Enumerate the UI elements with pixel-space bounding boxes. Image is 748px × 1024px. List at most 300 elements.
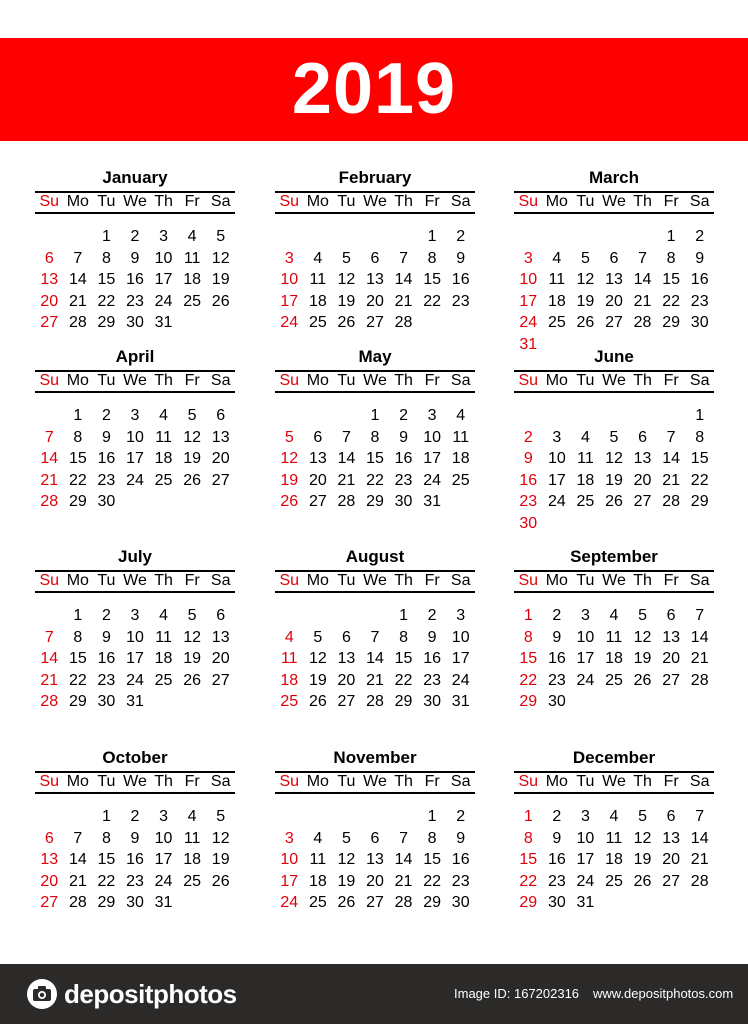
day-cell: 18: [605, 650, 623, 667]
day-cell: 7: [695, 607, 705, 624]
month-title: June: [594, 347, 634, 366]
day-cell: 7: [44, 628, 54, 646]
header-rule-bottom: [514, 591, 714, 593]
day-cell: 27: [366, 314, 384, 331]
day-cell: 16: [97, 650, 116, 667]
day-cell: 19: [183, 650, 202, 667]
day-cell: 23: [690, 292, 709, 310]
weekday-header: Sa: [210, 193, 231, 210]
weekday-header: Tu: [576, 773, 595, 790]
day-cell: 15: [394, 650, 413, 667]
day-cell: 24: [451, 671, 470, 689]
header-rule-bottom: [275, 591, 475, 593]
weekday-header: Mo: [545, 372, 568, 389]
day-cell: 17: [576, 851, 595, 868]
day-cell: 3: [284, 829, 294, 847]
day-cell: 4: [609, 808, 619, 825]
day-cell: 25: [154, 671, 173, 689]
day-cell: 12: [280, 450, 299, 467]
day-cell: 26: [211, 292, 230, 310]
day-cell: 22: [519, 872, 538, 890]
day-cell: 23: [451, 872, 470, 890]
day-cell: 30: [519, 514, 538, 532]
day-cell: 18: [451, 450, 470, 467]
day-cell: 1: [73, 407, 83, 424]
day-cell: 25: [308, 314, 327, 331]
day-cell: 10: [519, 271, 538, 288]
weekday-header: Su: [39, 372, 60, 389]
day-cell: 27: [211, 671, 230, 689]
day-cell: 21: [394, 292, 413, 310]
day-cell: 28: [690, 872, 709, 890]
day-cell: 31: [519, 335, 538, 353]
day-cell: 14: [394, 851, 413, 868]
weekday-header: Th: [633, 193, 652, 210]
weekday-header: Fr: [424, 572, 440, 589]
day-cell: 25: [280, 693, 299, 710]
day-cell: 19: [308, 671, 327, 689]
day-cell: 24: [576, 872, 595, 890]
day-cell: 30: [126, 314, 144, 331]
day-cell: 10: [280, 271, 299, 288]
day-cell: 8: [695, 428, 705, 446]
weekday-header: We: [123, 572, 147, 589]
weekday-header: Mo: [66, 372, 89, 389]
day-cell: 28: [394, 314, 413, 331]
day-cell: 11: [280, 650, 298, 667]
weekday-header: Tu: [337, 193, 356, 210]
header-rule-bottom: [275, 391, 475, 393]
day-cell: 8: [399, 628, 409, 646]
day-cell: 26: [633, 872, 652, 890]
day-cell: 30: [394, 493, 413, 510]
day-cell: 18: [576, 471, 595, 489]
day-cell: 21: [40, 471, 59, 489]
day-cell: 1: [399, 607, 409, 624]
day-cell: 15: [366, 450, 384, 467]
day-cell: 19: [605, 471, 623, 489]
day-cell: 28: [633, 314, 652, 331]
day-cell: 20: [366, 292, 384, 310]
day-cell: 5: [609, 428, 619, 446]
weekday-header: Th: [154, 572, 173, 589]
day-cell: 21: [633, 292, 652, 310]
weekday-header: Th: [394, 572, 413, 589]
logo-text: depositphotos: [64, 978, 237, 1009]
day-cell: 15: [519, 851, 538, 868]
day-cell: 16: [451, 851, 470, 868]
day-cell: 15: [423, 851, 442, 868]
day-cell: 7: [370, 628, 380, 646]
day-cell: 17: [519, 292, 538, 310]
day-cell: 2: [101, 407, 111, 424]
day-cell: 12: [576, 271, 595, 288]
day-cell: 9: [101, 428, 111, 446]
weekday-header: We: [123, 193, 147, 210]
day-cell: 7: [73, 829, 83, 847]
day-cell: 11: [155, 628, 172, 646]
weekday-header: Fr: [663, 193, 679, 210]
day-cell: 9: [695, 249, 705, 267]
day-cell: 26: [605, 493, 623, 510]
day-cell: 31: [423, 493, 442, 510]
weekday-header: Su: [39, 773, 60, 790]
day-cell: 20: [662, 650, 681, 667]
day-cell: 31: [576, 894, 595, 911]
day-cell: 11: [605, 829, 623, 847]
day-cell: 9: [552, 628, 562, 646]
day-cell: 23: [394, 471, 413, 489]
weekday-header: Tu: [97, 193, 116, 210]
weekday-header: Mo: [66, 773, 89, 790]
day-cell: 28: [40, 693, 59, 710]
weekday-header: Sa: [689, 372, 710, 389]
day-cell: 21: [68, 292, 87, 310]
day-cell: 29: [68, 493, 87, 510]
day-cell: 13: [337, 650, 356, 667]
day-cell: 11: [309, 271, 327, 288]
day-cell: 26: [183, 671, 202, 689]
day-cell: 22: [366, 471, 384, 489]
weekday-header: We: [363, 572, 387, 589]
day-cell: 6: [666, 607, 676, 624]
weekday-header: Tu: [576, 193, 595, 210]
day-cell: 20: [662, 851, 681, 868]
day-cell: 27: [633, 493, 652, 510]
day-cell: 10: [576, 628, 595, 646]
day-cell: 8: [666, 249, 676, 267]
day-cell: 7: [666, 428, 676, 446]
day-cell: 28: [40, 493, 59, 510]
day-cell: 5: [341, 249, 351, 267]
day-cell: 14: [68, 851, 87, 868]
day-cell: 27: [662, 671, 681, 689]
day-cell: 26: [308, 693, 327, 710]
day-cell: 31: [154, 314, 173, 331]
weekday-header: We: [602, 193, 626, 210]
day-cell: 29: [68, 693, 87, 710]
day-cell: 22: [97, 872, 116, 890]
weekday-header: Sa: [450, 372, 471, 389]
day-cell: 12: [605, 450, 623, 467]
day-cell: 13: [633, 450, 652, 467]
day-cell: 1: [73, 607, 83, 624]
day-cell: 2: [101, 607, 111, 624]
day-cell: 20: [308, 471, 327, 489]
day-cell: 15: [519, 650, 538, 667]
day-cell: 12: [211, 249, 230, 267]
weekday-header: Sa: [450, 572, 471, 589]
day-cell: 20: [40, 872, 59, 890]
day-cell: 13: [366, 271, 384, 288]
day-cell: 10: [126, 428, 144, 446]
day-cell: 25: [451, 471, 470, 489]
day-cell: 12: [633, 628, 652, 646]
day-cell: 4: [313, 249, 323, 267]
weekday-header: Su: [279, 372, 300, 389]
weekday-header: Fr: [663, 773, 679, 790]
day-cell: 21: [68, 872, 87, 890]
day-cell: 28: [690, 671, 709, 689]
day-cell: 28: [394, 894, 413, 911]
day-cell: 11: [183, 249, 201, 267]
day-cell: 31: [451, 693, 470, 710]
day-cell: 8: [523, 829, 533, 847]
day-cell: 1: [370, 407, 380, 424]
day-cell: 7: [638, 249, 648, 267]
weekday-header: Th: [633, 773, 652, 790]
day-cell: 18: [280, 671, 299, 689]
day-cell: 24: [126, 471, 144, 489]
weekday-header: We: [602, 572, 626, 589]
day-cell: 22: [519, 671, 538, 689]
month-title: September: [570, 547, 658, 566]
day-cell: 7: [695, 808, 705, 825]
day-cell: 12: [633, 829, 652, 847]
day-cell: 29: [519, 894, 538, 911]
day-cell: 5: [216, 228, 226, 245]
day-cell: 17: [154, 271, 173, 288]
day-cell: 2: [552, 808, 562, 825]
day-cell: 4: [456, 407, 466, 424]
day-cell: 27: [366, 894, 384, 911]
day-cell: 23: [97, 671, 116, 689]
weekday-header: Mo: [66, 572, 89, 589]
day-cell: 23: [126, 292, 144, 310]
day-cell: 29: [519, 693, 538, 710]
day-cell: 8: [73, 428, 83, 446]
day-cell: 18: [154, 650, 173, 667]
day-cell: 13: [40, 851, 59, 868]
day-cell: 14: [40, 650, 59, 667]
day-cell: 13: [366, 851, 384, 868]
day-cell: 13: [662, 829, 681, 847]
day-cell: 15: [662, 271, 681, 288]
day-cell: 5: [216, 808, 226, 825]
day-cell: 24: [519, 314, 538, 331]
day-cell: 24: [423, 471, 442, 489]
day-cell: 1: [427, 808, 437, 825]
weekday-header: Tu: [337, 572, 356, 589]
day-cell: 26: [183, 471, 202, 489]
day-cell: 2: [130, 808, 140, 825]
weekday-header: Tu: [97, 572, 116, 589]
day-cell: 10: [451, 628, 470, 646]
day-cell: 29: [366, 493, 384, 510]
day-cell: 31: [126, 693, 144, 710]
day-cell: 6: [370, 829, 380, 847]
depositphotos-logo[interactable]: [26, 978, 237, 1010]
day-cell: 17: [154, 851, 173, 868]
weekday-header: We: [363, 372, 387, 389]
day-cell: 19: [337, 292, 356, 310]
day-cell: 26: [280, 493, 299, 510]
day-cell: 15: [68, 450, 87, 467]
weekday-header: Tu: [337, 372, 356, 389]
day-cell: 1: [523, 607, 533, 624]
day-cell: 8: [101, 829, 111, 847]
day-cell: 2: [399, 407, 409, 424]
day-cell: 26: [633, 671, 652, 689]
day-cell: 17: [576, 650, 595, 667]
day-cell: 24: [576, 671, 595, 689]
day-cell: 25: [576, 493, 595, 510]
day-cell: 12: [308, 650, 327, 667]
day-cell: 30: [97, 693, 116, 710]
day-cell: 3: [456, 607, 466, 624]
day-cell: 25: [605, 872, 623, 890]
day-cell: 31: [154, 894, 173, 911]
day-cell: 28: [68, 314, 87, 331]
day-cell: 20: [211, 650, 230, 667]
day-cell: 4: [284, 628, 294, 646]
day-cell: 23: [423, 671, 442, 689]
day-cell: 28: [366, 693, 384, 710]
weekday-header: Sa: [689, 572, 710, 589]
day-cell: 19: [337, 872, 356, 890]
day-cell: 17: [280, 292, 299, 310]
day-cell: 16: [451, 271, 470, 288]
day-cell: 30: [423, 693, 442, 710]
day-cell: 8: [370, 428, 380, 446]
day-cell: 21: [40, 671, 59, 689]
day-cell: 6: [666, 808, 676, 825]
day-cell: 14: [337, 450, 356, 467]
day-cell: 27: [211, 471, 230, 489]
day-cell: 5: [638, 607, 648, 624]
day-cell: 4: [580, 428, 590, 446]
day-cell: 10: [280, 851, 299, 868]
weekday-header: Th: [154, 193, 173, 210]
weekday-header: Sa: [689, 193, 710, 210]
weekday-header: Su: [518, 572, 539, 589]
day-cell: 9: [456, 829, 466, 847]
day-cell: 19: [633, 851, 652, 868]
day-cell: 27: [308, 493, 327, 510]
day-cell: 11: [548, 271, 566, 288]
day-cell: 23: [519, 493, 538, 510]
day-cell: 14: [394, 271, 413, 288]
day-cell: 7: [399, 829, 409, 847]
day-cell: 6: [216, 407, 226, 424]
day-cell: 25: [154, 471, 173, 489]
day-cell: 14: [690, 628, 709, 646]
weekday-header: Th: [394, 773, 413, 790]
day-cell: 9: [399, 428, 409, 446]
header-rule-bottom: [514, 212, 714, 214]
day-cell: 14: [40, 450, 59, 467]
day-cell: 18: [154, 450, 173, 467]
image-id-label: Image ID: 167202316: [454, 986, 580, 1001]
day-cell: 1: [695, 407, 705, 424]
weekday-header: We: [123, 372, 147, 389]
day-cell: 5: [638, 808, 648, 825]
day-cell: 15: [97, 271, 116, 288]
weekday-header: Th: [633, 372, 652, 389]
day-cell: 15: [690, 450, 709, 467]
weekday-header: Sa: [210, 372, 231, 389]
day-cell: 30: [547, 693, 566, 710]
day-cell: 25: [605, 671, 623, 689]
day-cell: 17: [451, 650, 470, 667]
day-cell: 24: [126, 671, 144, 689]
day-cell: 19: [211, 851, 230, 868]
day-cell: 23: [547, 671, 566, 689]
day-cell: 29: [690, 493, 709, 510]
camera-icon: [26, 978, 58, 1010]
day-cell: 21: [366, 671, 384, 689]
day-cell: 26: [337, 314, 356, 331]
day-cell: 27: [40, 894, 59, 911]
weekday-header: Mo: [545, 773, 568, 790]
weekday-header: Fr: [184, 193, 200, 210]
day-cell: 3: [159, 228, 169, 245]
day-cell: 6: [44, 829, 54, 847]
day-cell: 4: [159, 607, 169, 624]
day-cell: 22: [690, 471, 709, 489]
day-cell: 9: [130, 249, 140, 267]
day-cell: 17: [126, 650, 144, 667]
day-cell: 18: [183, 851, 202, 868]
day-cell: 24: [154, 292, 173, 310]
weekday-header: Tu: [576, 572, 595, 589]
day-cell: 4: [609, 607, 619, 624]
day-cell: 8: [73, 628, 83, 646]
day-cell: 19: [183, 450, 202, 467]
weekday-header: Mo: [306, 572, 329, 589]
day-cell: 17: [280, 872, 299, 890]
day-cell: 16: [547, 851, 566, 868]
day-cell: 5: [284, 428, 294, 446]
day-cell: 20: [633, 471, 652, 489]
day-cell: 12: [337, 851, 356, 868]
day-cell: 3: [130, 607, 140, 624]
day-cell: 27: [337, 693, 356, 710]
day-cell: 30: [97, 493, 116, 510]
weekday-header: Su: [279, 193, 300, 210]
weekday-header: Fr: [184, 572, 200, 589]
month-title: May: [358, 347, 392, 366]
site-url-link[interactable]: www.depositphotos.com: [593, 986, 734, 1001]
weekday-header: Sa: [210, 572, 231, 589]
day-cell: 3: [523, 249, 533, 267]
day-cell: 14: [690, 829, 709, 847]
weekday-header: Fr: [424, 193, 440, 210]
day-cell: 4: [187, 228, 197, 245]
day-cell: 8: [523, 628, 533, 646]
day-cell: 22: [423, 872, 442, 890]
weekday-header: Mo: [545, 572, 568, 589]
day-cell: 5: [580, 249, 590, 267]
day-cell: 13: [308, 450, 327, 467]
day-cell: 11: [183, 829, 201, 847]
day-cell: 24: [154, 872, 173, 890]
weekday-header: Tu: [576, 372, 595, 389]
weekday-header: Mo: [306, 773, 329, 790]
header-rule-bottom: [275, 212, 475, 214]
day-cell: 21: [394, 872, 413, 890]
day-cell: 25: [547, 314, 566, 331]
weekday-header: We: [363, 773, 387, 790]
day-cell: 3: [130, 407, 140, 424]
weekday-header: Fr: [663, 372, 679, 389]
day-cell: 4: [187, 808, 197, 825]
day-cell: 10: [154, 249, 173, 267]
day-cell: 2: [552, 607, 562, 624]
day-cell: 11: [155, 428, 172, 446]
weekday-header: Sa: [210, 773, 231, 790]
month-title: March: [588, 168, 640, 187]
